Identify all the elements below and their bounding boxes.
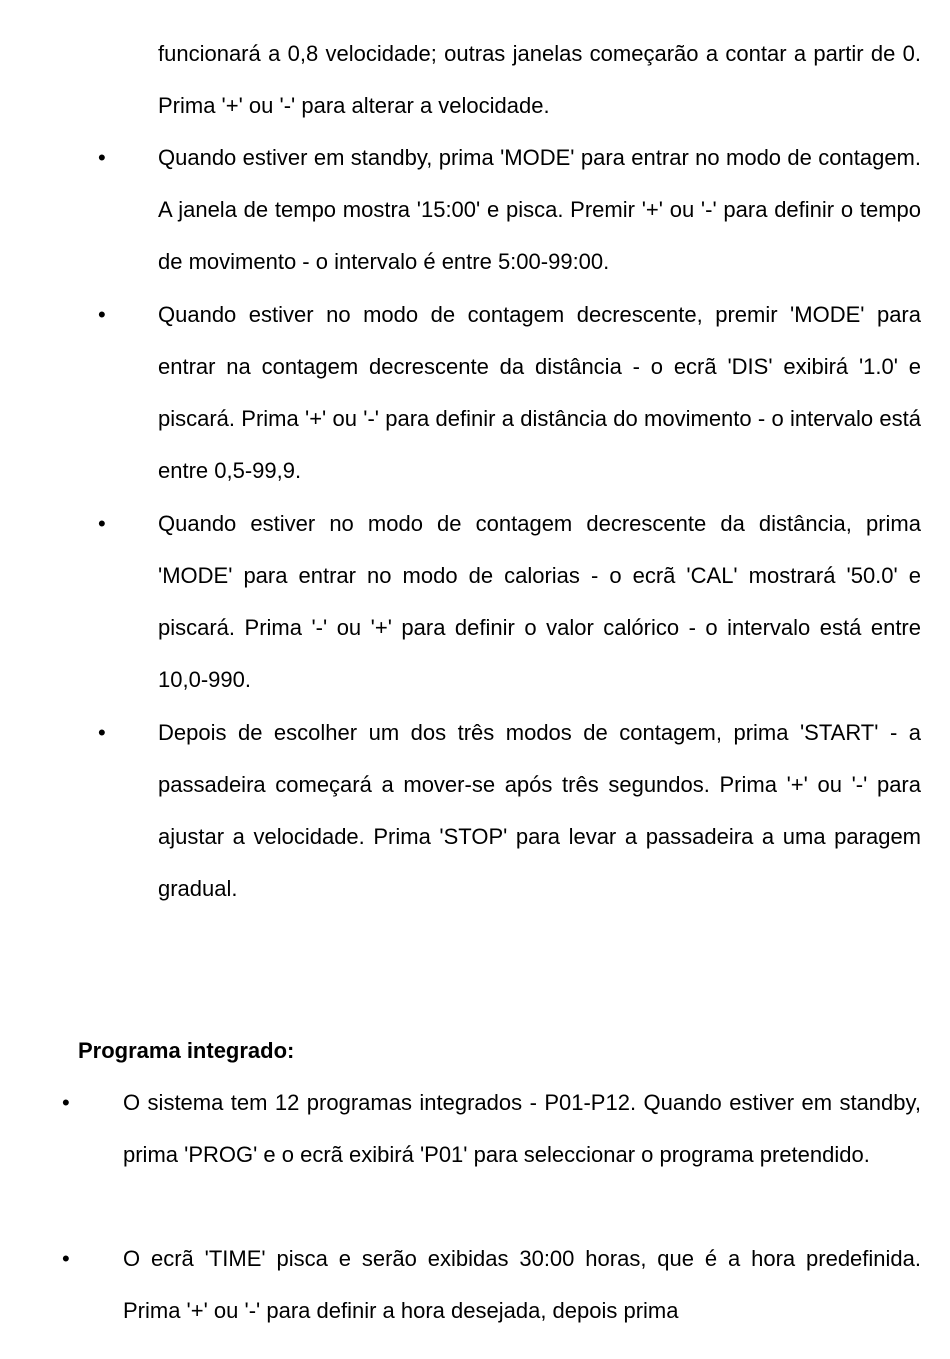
program-bullet-text: O ecrã 'TIME' pisca e serão exibidas 30:00 horas, que é a hora predefinida. Prima '+' ou '-' para definir a hora desejada, depois prima (123, 1246, 921, 1323)
bullet-icon: • (98, 145, 106, 170)
countdown-bullet-text: Quando estiver em standby, prima 'MODE' para entrar no modo de contagem. A janela de tempo mostra '15:00' e pisca. Premir '+' ou '-' para definir o tempo de movimento - o intervalo é entre 5:00-99:00. (158, 145, 921, 274)
countdown-bullet-text: Depois de escolher um dos três modos de contagem, prima 'START' - a passadeira começará a mover-se após três segundos. Prima '+' ou '-' para ajustar a velocidade. Prima 'STOP' para levar a passadeira a uma paragem gradual. (158, 720, 921, 901)
bullet-icon: • (98, 302, 106, 327)
bullet-icon: • (62, 1246, 70, 1271)
program-bullet-text: O sistema tem 12 programas integrados - P01-P12. Quando estiver em standby, prima 'PROG' e o ecrã exibirá 'P01' para seleccionar o programa pretendido. (123, 1090, 921, 1167)
bullet-icon: • (98, 511, 106, 536)
intro-continuation-paragraph: funcionará a 0,8 velocidade; outras janelas começarão a contar a partir de 0. Prima '+' ou '-' para alterar a velocidade. (158, 41, 921, 118)
bullet-icon: • (98, 720, 106, 745)
countdown-bullet-text: Quando estiver no modo de contagem decrescente da distância, prima 'MODE' para entrar no modo de calorias - o ecrã 'CAL' mostrará '50.0' e piscará. Prima '-' ou '+' para definir o valor calórico - o intervalo está entre 10,0-990. (158, 511, 921, 692)
countdown-bullet-text: Quando estiver no modo de contagem decrescente, premir 'MODE' para entrar na contagem decrescente da distância - o ecrã 'DIS' exibirá '1.0' e piscará. Prima '+' ou '-' para definir a distância do movimento - o intervalo está entre 0,5-99,9. (158, 302, 921, 483)
section-heading: Programa integrado: (78, 1038, 295, 1063)
bullet-icon: • (62, 1090, 70, 1115)
